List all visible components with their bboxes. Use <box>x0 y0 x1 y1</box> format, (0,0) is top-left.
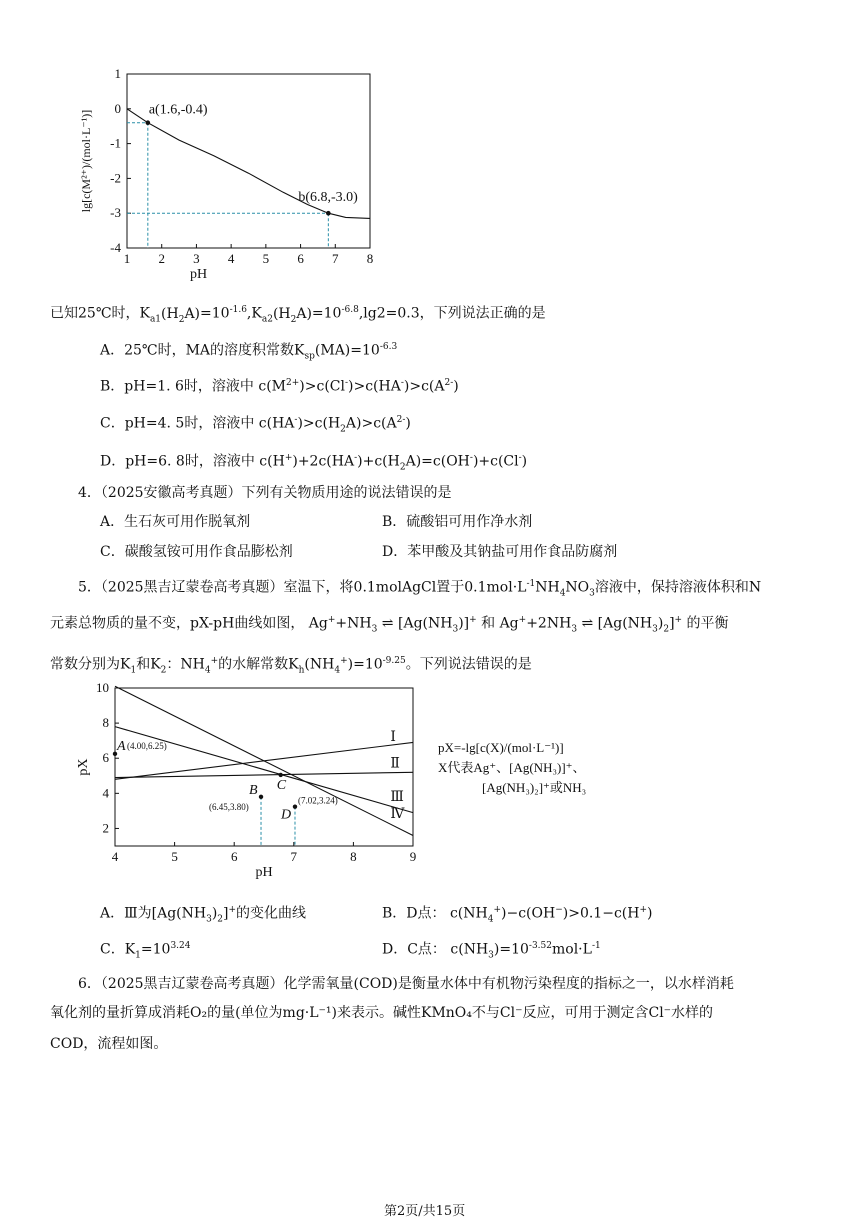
series-line <box>115 686 413 835</box>
x-tick-label: 7 <box>332 251 339 266</box>
q4-option-d[interactable]: D．苯甲酸及其钠盐可用作食品防腐剂 <box>382 544 618 560</box>
y-tick-label: -1 <box>110 135 121 151</box>
y-tick-label: 2 <box>102 820 109 836</box>
legend-line-1: pX=-lg[c(X)/(mol·L⁻¹)] <box>438 740 564 755</box>
series-label: Ⅳ <box>390 807 405 823</box>
point-label: C <box>276 777 287 793</box>
q6-line-2: 氧化剂的量折算成消耗O₂的量(单位为mg·L⁻¹)来表示。碱性KMnO₄不与Cl⁻反应，可用于测定含Cl⁻水样的 <box>50 1005 714 1021</box>
chart-1 <box>60 60 390 290</box>
q5-option-a[interactable]: A．Ⅲ为$[Ag(NH_3)_2]^+$的变化曲线 <box>100 905 307 925</box>
series-label: Ⅰ <box>390 730 396 746</box>
q4-stem: 4．（2025安徽高考真题）下列有关物质用途的说法错误的是 <box>78 485 452 501</box>
q4-option-a[interactable]: A．生石灰可用作脱氧剂 <box>100 514 251 530</box>
data-point <box>293 804 297 808</box>
y-tick-label: -4 <box>110 240 121 255</box>
y-tick-label: 10 <box>96 680 109 695</box>
q5-stem-line3: 常数分别为$K_1$和$K_2$：$NH_4^+$的水解常数$K_h(NH_4^+)=10^{-9.25}$。下列说法错误的是 <box>50 656 532 676</box>
q3-option-c[interactable]: C．pH=4. 5时，溶液中 $c(HA^-)>c(H_2A)>c(A^{2-})$ <box>100 415 411 435</box>
x-axis-label: pH <box>255 865 273 880</box>
q5-option-c[interactable]: C．$K_1=10^{3.24}$ <box>100 941 191 961</box>
x-tick-label: 6 <box>230 849 238 864</box>
point-label: D <box>280 807 292 823</box>
series-line <box>115 772 413 777</box>
point-label: B <box>249 782 258 798</box>
chart-1-frame <box>127 74 370 248</box>
x-axis-label: pH <box>189 267 208 282</box>
chart-2-legend <box>438 738 586 798</box>
x-tick-label: 5 <box>171 849 178 864</box>
q5-stem-line1: 5．（2025黑吉辽蒙卷高考真题）室温下，将0.1molAgCl置于$0.1mol\cdot L^{-1}NH_4NO_3$溶液中，保持溶液体积和N <box>78 579 762 599</box>
x-tick-label: 4 <box>227 251 235 266</box>
x-tick-label: 8 <box>350 849 357 864</box>
y-tick-label: 6 <box>102 750 109 766</box>
x-tick-label: 6 <box>297 251 304 266</box>
x-tick-label: 9 <box>409 849 417 864</box>
series-label: Ⅲ <box>390 790 404 806</box>
y-tick-label: 1 <box>114 66 121 81</box>
point-coordinates: (7.02,3.24) <box>297 795 338 806</box>
y-tick-label: -3 <box>110 205 121 221</box>
data-point <box>259 795 263 799</box>
q6-line-3: COD，流程如图。 <box>50 1036 168 1052</box>
x-tick-label: 4 <box>111 849 119 864</box>
x-tick-label: 1 <box>123 251 131 266</box>
point-label: A <box>117 738 126 754</box>
point-coordinates: (4.00,6.25) <box>127 740 167 751</box>
page-footer: 第2页/共15页 <box>384 1204 466 1219</box>
data-point <box>278 773 282 777</box>
q5-option-d[interactable]: D．C点： $c(NH_3)=10^{-3.52}mol\cdot L^{-1}$ <box>382 941 601 961</box>
q3-option-b[interactable]: B．pH=1. 6时，溶液中 $c(M^{2+})>c(Cl^-)>c(HA^-)>c(A^{2-})$ <box>100 378 459 395</box>
x-tick-label: 8 <box>366 251 374 266</box>
point-label: b(6.8,-3.0) <box>298 190 358 206</box>
q5-option-b[interactable]: B．D点： $c(NH_4^+)-c(OH^-)>0.1-c(H^+)$ <box>382 905 653 925</box>
series-line <box>115 727 413 813</box>
x-tick-label: 7 <box>290 849 298 864</box>
y-axis-label: pX <box>76 758 91 776</box>
q3-stem: 已知25℃时，$K_{a1}(H_2A)=10^{-1.6},K_{a2}(H_2A)=10^{-6.8},\lg 2=0.3$，下列说法正确的是 <box>50 305 546 325</box>
y-tick-label: 4 <box>102 785 109 801</box>
y-axis-label: lg[c(M²⁺)/(mol·L⁻¹)] <box>79 109 93 213</box>
q6-line-1: 6．（2025黑吉辽蒙卷高考真题）化学需氧量(COD)是衡量水体中有机物污染程度的指标之一，以水样消耗 <box>78 976 734 992</box>
point-label: a(1.6,-0.4) <box>148 102 208 118</box>
q3-option-d[interactable]: D．pH=6. 8时，溶液中 $c(H^+)+2c(HA^-)+c(H_2A)=c(OH^-)+c(Cl^-)$ <box>100 453 528 473</box>
y-tick-label: 8 <box>102 715 109 731</box>
data-point <box>146 120 151 125</box>
x-tick-label: 2 <box>158 251 165 266</box>
y-tick-label: 0 <box>114 100 121 116</box>
chart-2 <box>76 680 430 880</box>
legend-line-3: [Ag(NH₃)₂]⁺或NH₃ <box>482 780 587 795</box>
q5-stem-line2: 元素总物质的量不变，pX-pH曲线如图， $Ag^++NH_3$ ⇌ $[Ag(NH_3)]^+$ 和 $Ag^++2NH_3$ ⇌ $[Ag(NH_3)_2]^+$ 的平衡 <box>50 615 729 635</box>
x-tick-label: 3 <box>193 251 200 266</box>
q4-option-b[interactable]: B．硫酸铝可用作净水剂 <box>382 514 533 530</box>
q4-option-c[interactable]: C．碳酸氢铵可用作食品膨松剂 <box>100 544 293 560</box>
chart-2-frame <box>115 688 413 846</box>
x-tick-label: 5 <box>262 251 270 266</box>
data-point <box>326 211 331 216</box>
point-coordinates: (6.45,3.80) <box>209 801 249 812</box>
series-label: Ⅱ <box>390 756 400 772</box>
legend-line-2: X代表Ag⁺、[Ag(NH₃)]⁺、 <box>438 760 586 775</box>
y-tick-label: -2 <box>110 170 121 186</box>
q3-option-a[interactable]: A．25℃时，MA的溶度积常数$K_{sp}(MA)=10^{-6.3}$ <box>100 342 398 362</box>
